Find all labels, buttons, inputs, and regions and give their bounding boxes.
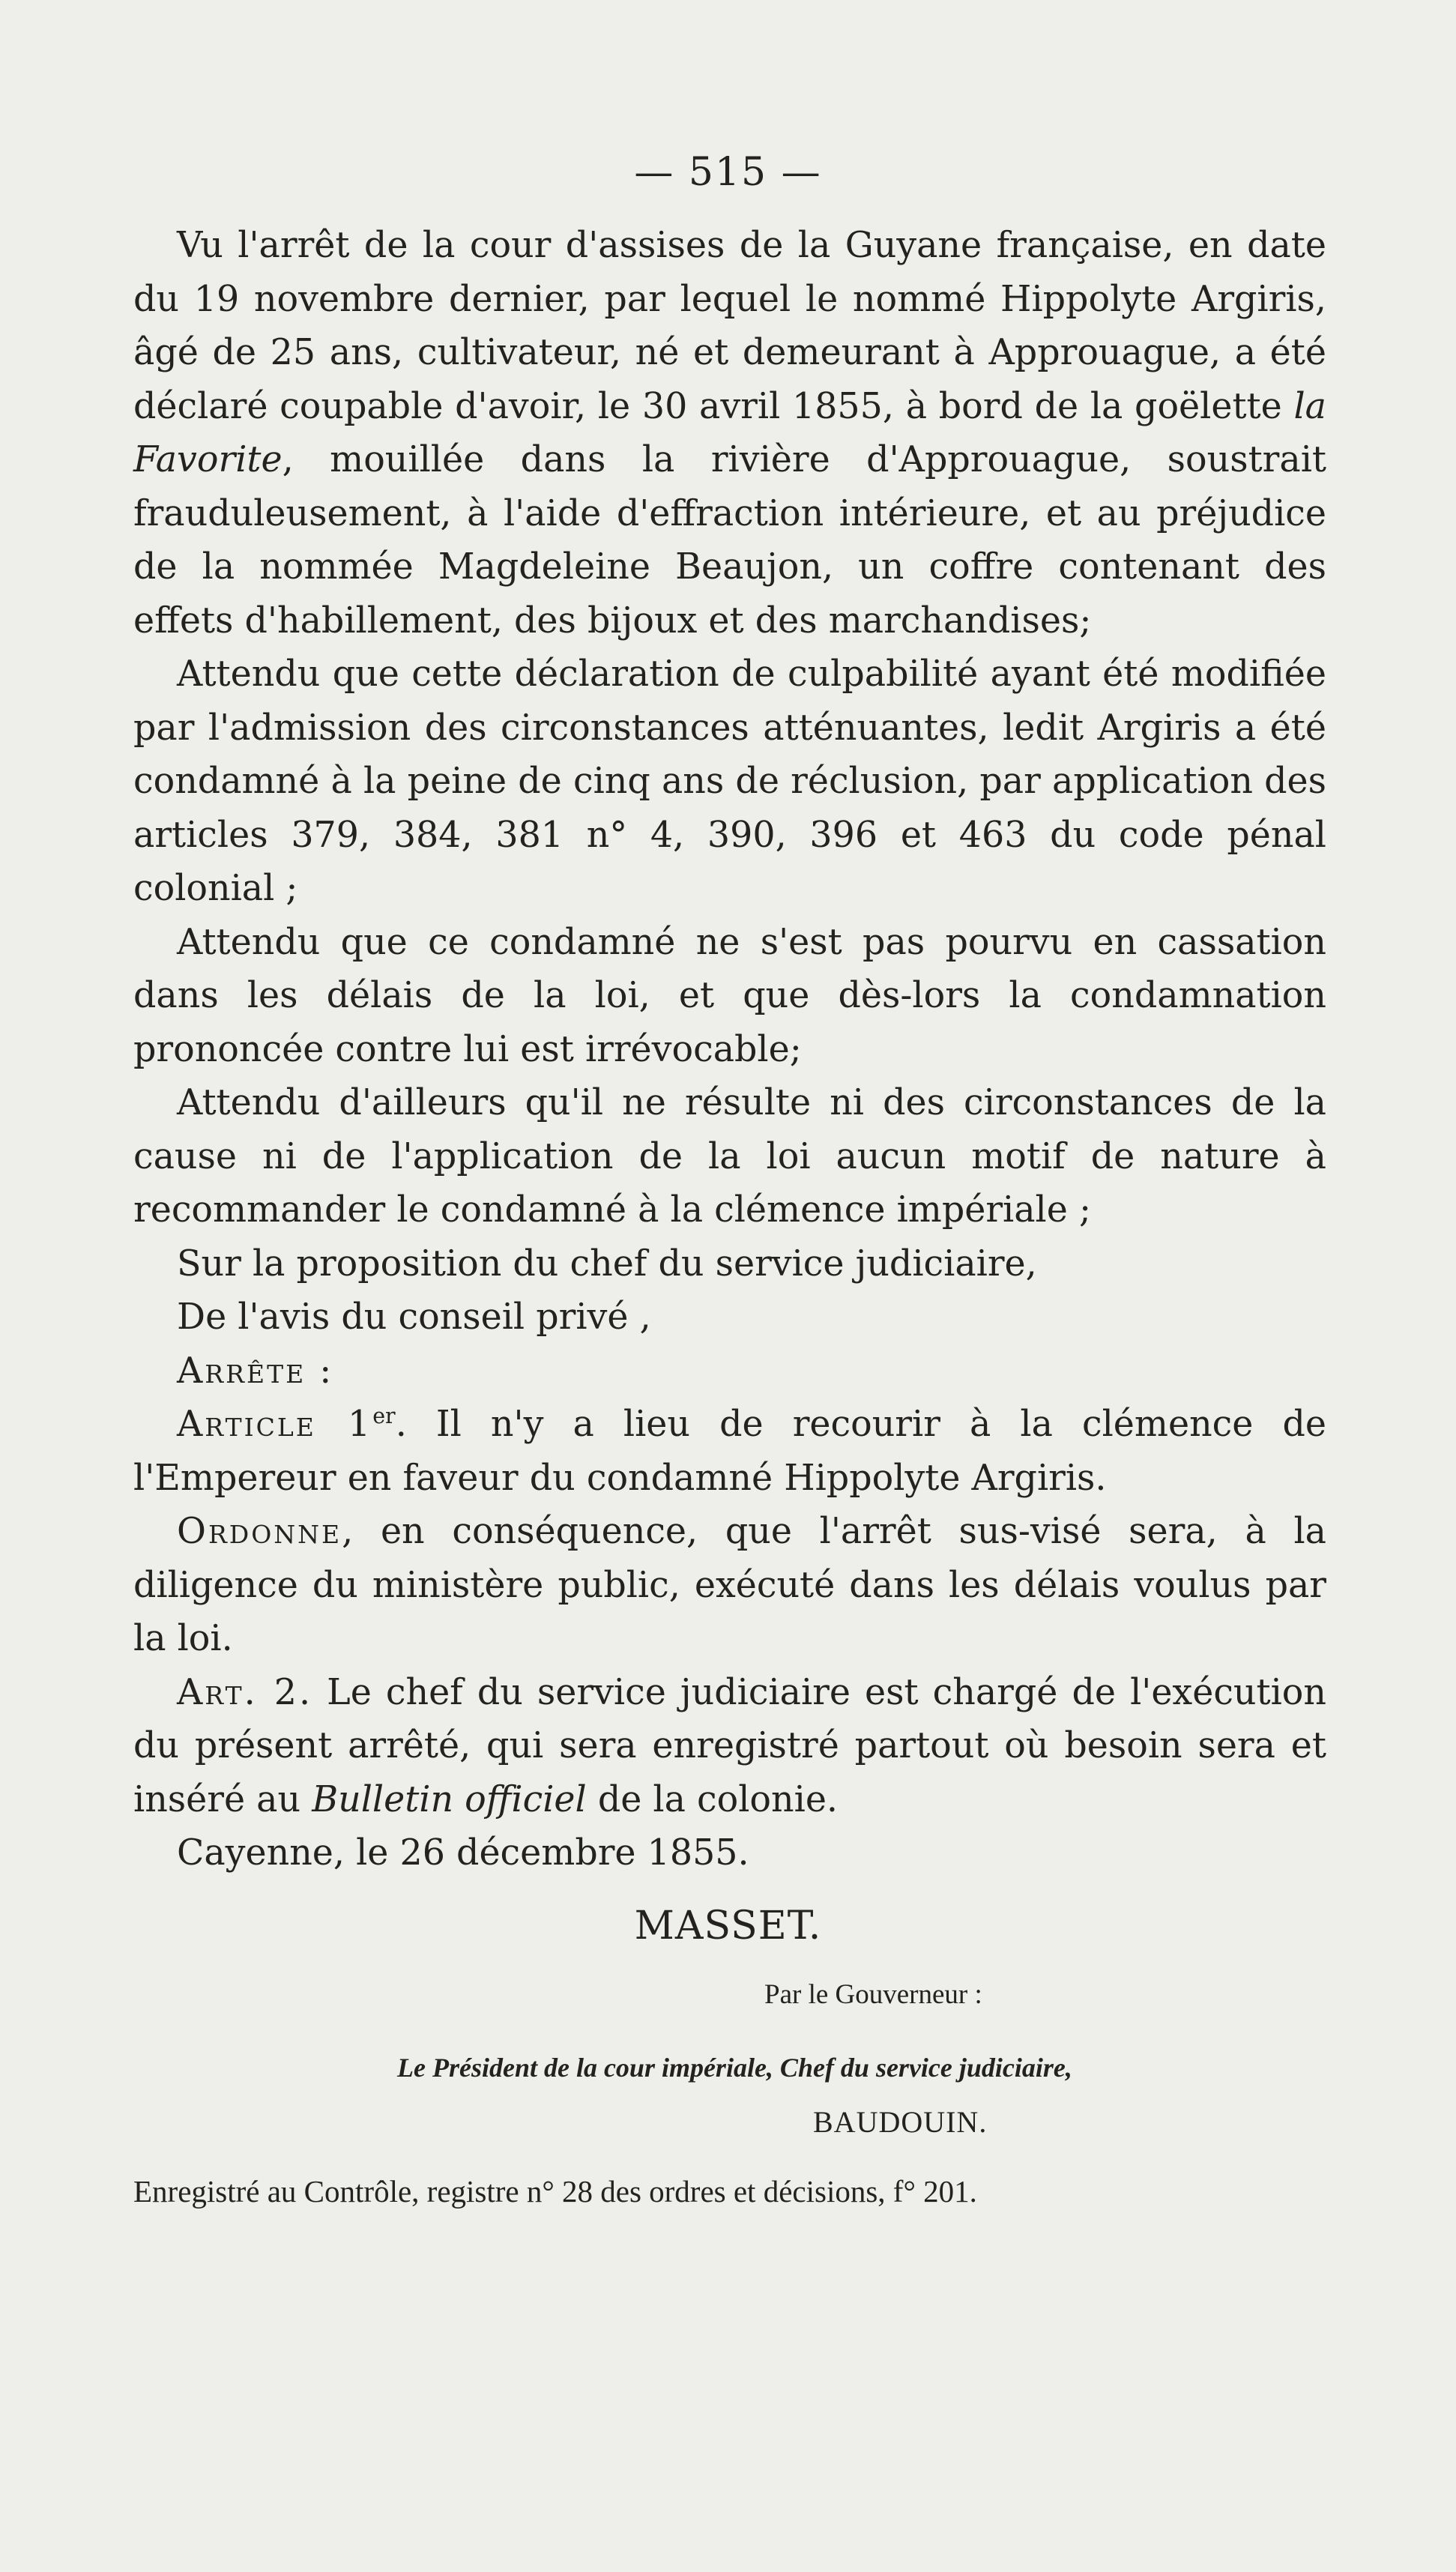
paragraph-attendu-3: Attendu d'ailleurs qu'il ne résulte ni des circonstances de la cause ni de l'application de la loi aucun motif de nature à recommander le condamné à la clémence impériale ; — [133, 1082, 1326, 1231]
page-number: — 515 — — [634, 150, 822, 195]
place-date: Cayenne, le 26 décembre 1855. — [177, 1832, 749, 1874]
paragraph-avis: De l'avis du conseil privé , — [177, 1296, 651, 1338]
paragraph-proposition: Sur la proposition du chef du service judiciaire, — [177, 1243, 1037, 1285]
bulletin-title: Bulletin officiel — [312, 1778, 587, 1820]
registration-note: Enregistré au Contrôle, registre n° 28 des ordres et décisions, f° 201. — [133, 2174, 977, 2209]
paragraph-attendu-1: Attendu que cette déclaration de culpabilité ayant été modifiée par l'admission des circonstances atténuantes, ledit Argiris a été condamné à la peine de cinq ans de réclusion, par application des articles 379, 384, 381 n° 4, 390, 396 et 463 du code pénal colonial ; — [133, 653, 1326, 909]
president-role: Le Président de la cour impériale, Chef du service judiciaire, — [397, 2053, 1072, 2083]
paragraph-attendu-2: Attendu que ce condamné ne s'est pas pourvu en cassation dans les délais de la loi, et que dès-lors la condamnation prononcée contre lui est irrévocable; — [133, 921, 1326, 1070]
article-2: Art. 2. Le chef du service judiciaire est chargé de l'exécution du présent arrêté, qui sera enregistré partout où besoin sera et inséré au Bulletin officiel de la colonie. — [133, 1671, 1326, 1820]
paragraph-vu: Vu l'arrêt de la cour d'assises de la Guyane française, en date du 19 novembre dernier, par lequel le nommé Hippolyte Argiris, âgé de 25 ans, cultivateur, né et demeurant à Approuague, a été déclaré coupable d'avoir, le 30 avril 1855, à bord de la goëlette la Favorite, mouillée dans la rivière d'Approuague, soustrait frauduleusement, à l'aide d'effraction intérieure, et au préjudice de la nommée Magdeleine Beaujon, un coffre contenant des effets d'habillement, des bijoux et des marchandises; — [133, 225, 1326, 642]
by-governor: Par le Gouverneur : — [764, 1979, 982, 2010]
ordonne-paragraph: Ordonne, en conséquence, que l'arrêt sus-visé sera, à la diligence du ministère public, exécuté dans les délais voulus par la loi. — [133, 1511, 1326, 1659]
arrete-heading: Arrête : — [177, 1350, 334, 1392]
decree-body — [133, 219, 1326, 1880]
ship-name: la Favorite — [133, 385, 1326, 480]
signature-baudouin: BAUDOUIN. — [813, 2105, 988, 2139]
article-1: Article 1er. Il n'y a lieu de recourir à la clémence de l'Empereur en faveur du condamné Hippolyte Argiris. — [133, 1404, 1326, 1499]
signature-masset: MASSET. — [634, 1904, 822, 1948]
